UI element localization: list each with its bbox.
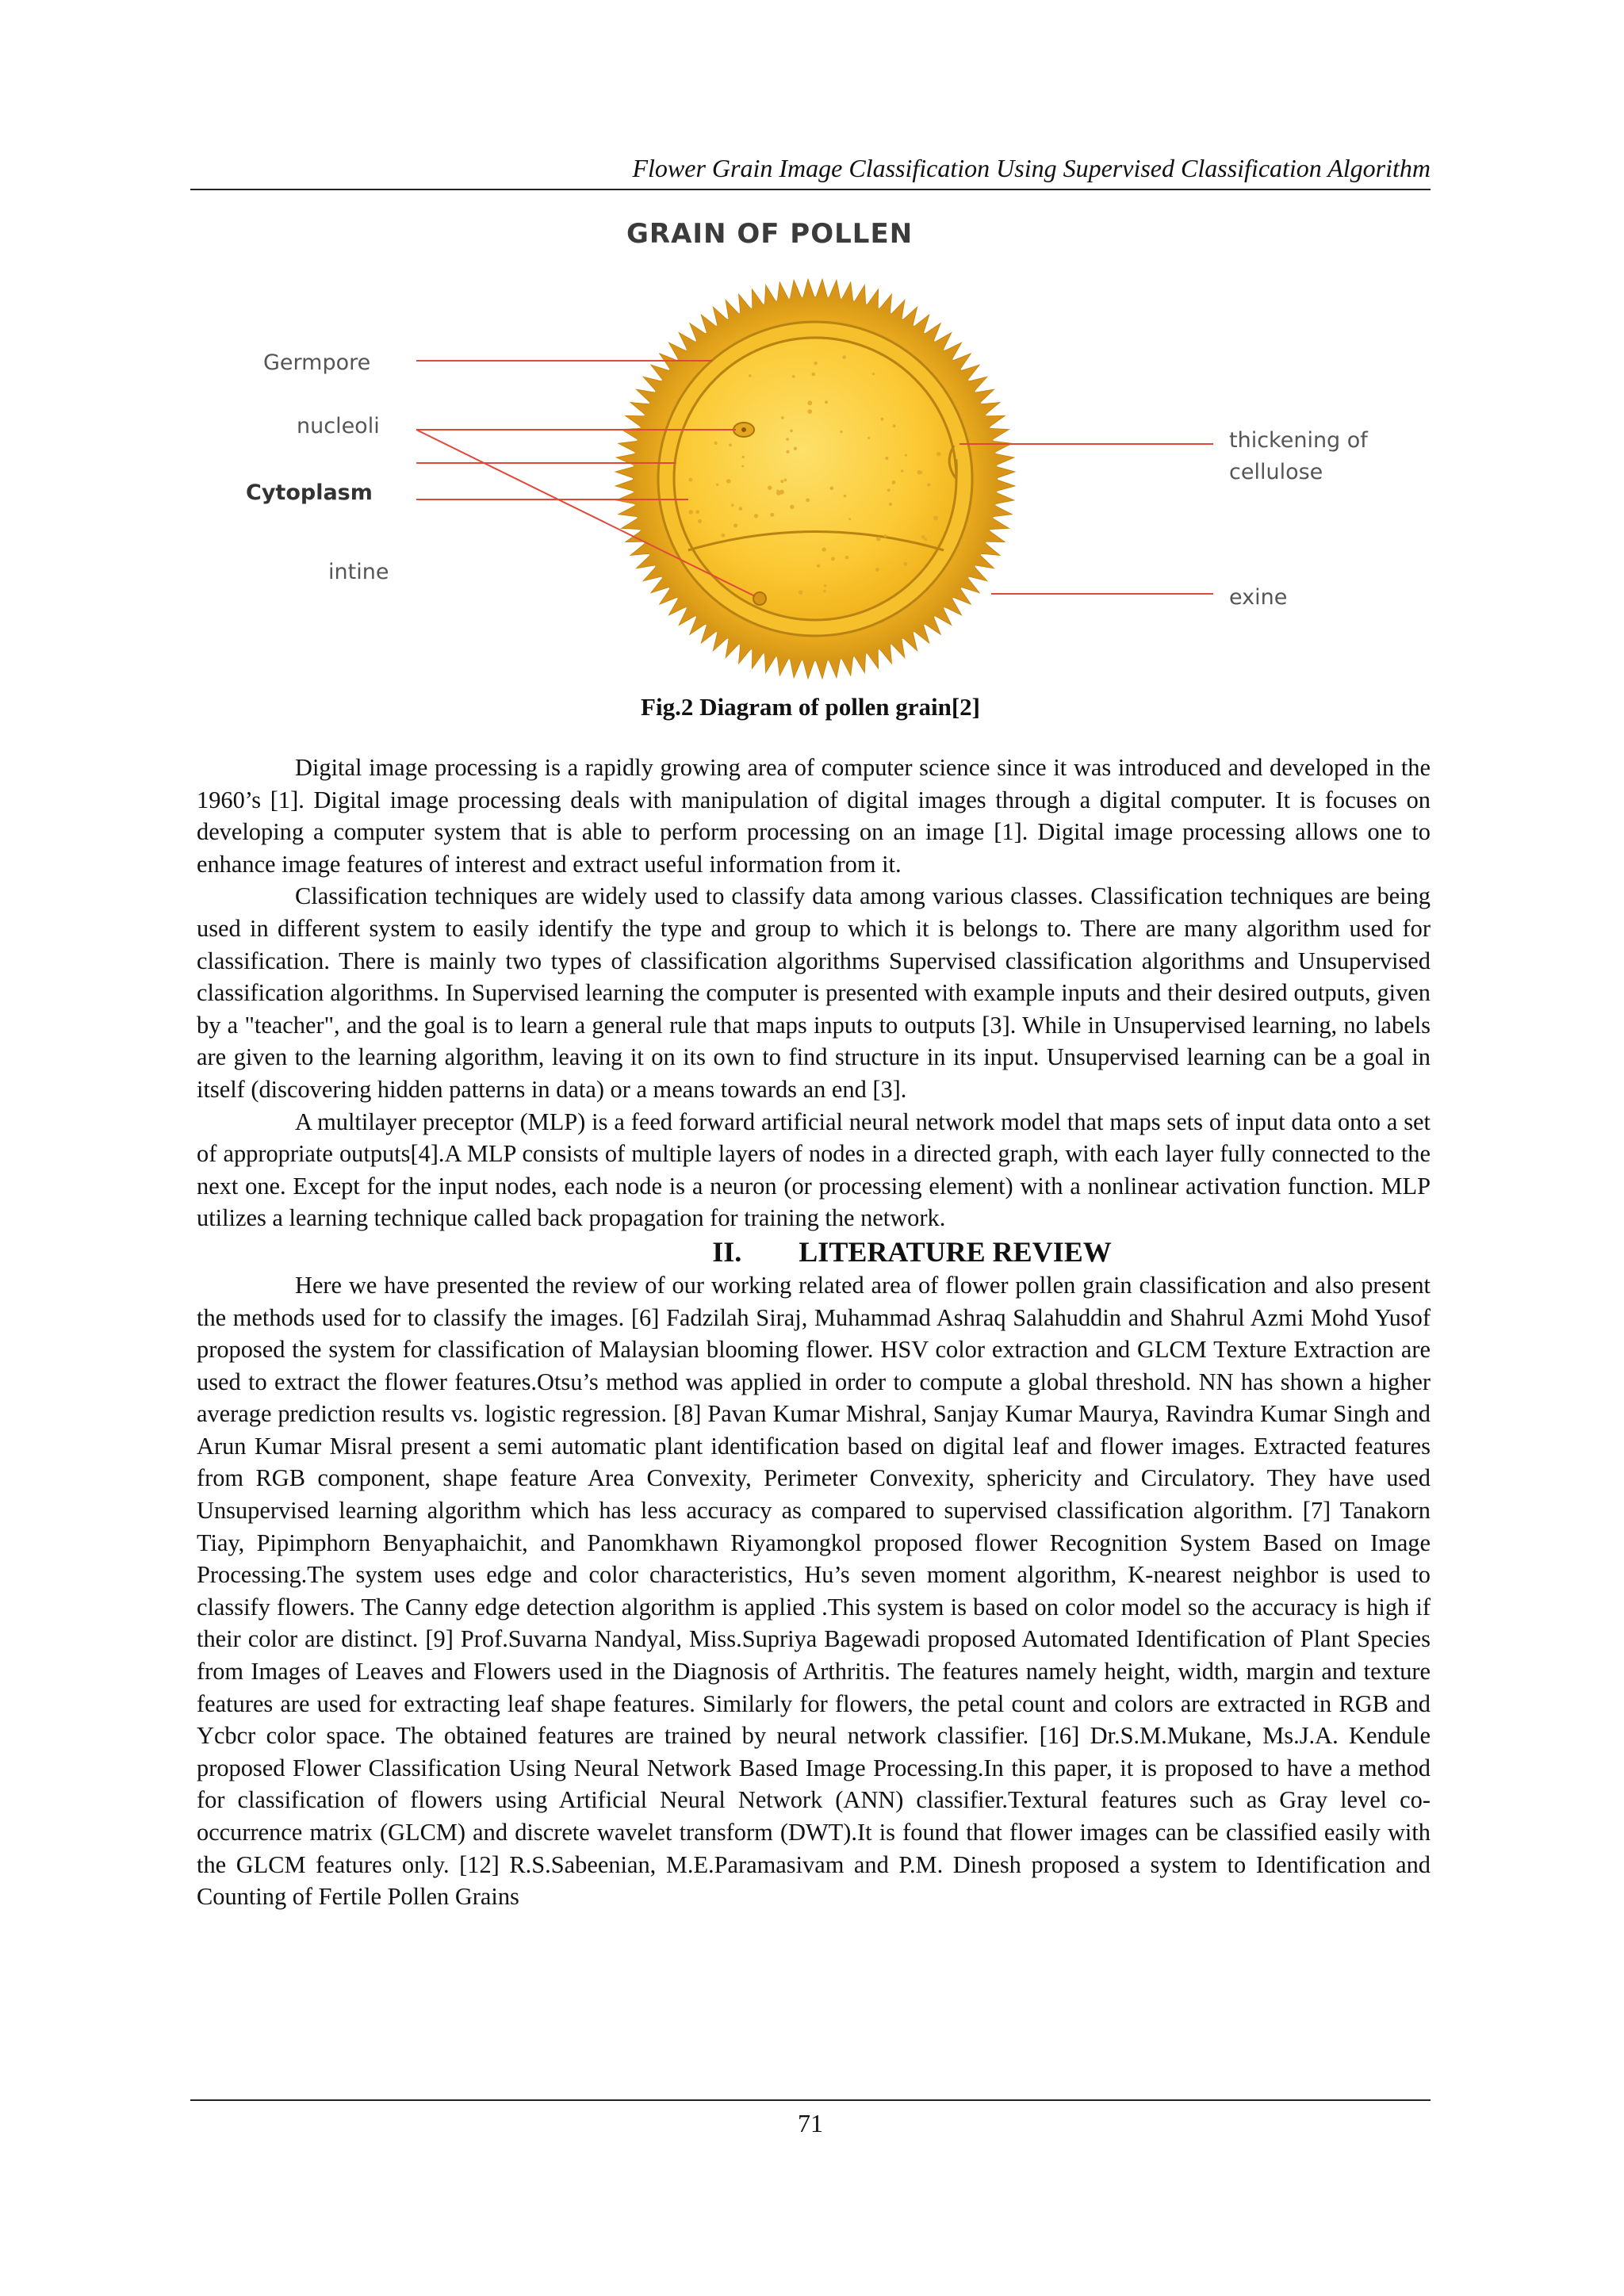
granule — [905, 454, 907, 457]
granule — [786, 450, 789, 453]
granule — [792, 375, 795, 378]
granule — [868, 437, 870, 439]
label-germpore: Germpore — [263, 350, 371, 375]
granule — [726, 479, 731, 484]
figure-caption: Fig.2 Diagram of pollen grain[2] — [641, 693, 980, 721]
granule — [794, 447, 797, 450]
granule — [768, 486, 772, 490]
granule — [845, 556, 849, 560]
granule — [817, 564, 821, 568]
label-thickening-line1: thickening of — [1229, 428, 1368, 453]
granule — [920, 471, 922, 473]
granule — [927, 483, 930, 486]
granule — [889, 503, 892, 506]
running-header: Flower Grain Image Classification Using Supervised Classification Algorithm — [632, 154, 1431, 182]
granule — [883, 534, 887, 538]
granule — [741, 465, 744, 468]
granule — [698, 519, 702, 523]
granule — [807, 409, 812, 414]
granule — [924, 538, 927, 541]
section-number: II. — [712, 1235, 742, 1268]
granule — [770, 513, 774, 517]
granule — [779, 490, 784, 495]
granule — [848, 518, 851, 520]
pollen-grain-figure — [190, 208, 1431, 691]
granule — [840, 430, 842, 433]
label-nucleoli: nucleoli — [297, 414, 380, 438]
figure-title: GRAIN OF POLLEN — [626, 218, 914, 250]
granule — [936, 452, 941, 457]
granule — [825, 400, 828, 404]
nucleolus-lower — [753, 592, 766, 605]
granule — [733, 523, 737, 527]
granule — [824, 584, 826, 587]
granule — [722, 534, 726, 538]
granule — [887, 488, 891, 492]
granule — [688, 510, 693, 515]
granule — [892, 480, 896, 484]
granule — [812, 373, 816, 377]
granule — [784, 479, 787, 482]
page-number: 71 — [798, 2109, 823, 2137]
granule — [688, 478, 692, 482]
granule — [729, 444, 732, 447]
granule — [790, 430, 793, 433]
paragraph-mlp: A multilayer preceptor (MLP) is a feed forward artificial neural network model that maps sets of input data onto a set of appropriate outputs[4].A MLP consists of multiple layers of nodes in a directed graph, with each layer fully connected to the next one. Except for the input nodes, each node is a neuron (or processing element) with a nonlinear activation function. MLP utilizes a learning technique called back propagation for training the network. — [197, 1108, 1431, 1232]
section-heading — [197, 1234, 1431, 1269]
granule — [822, 547, 825, 551]
granule — [742, 456, 745, 458]
granule — [881, 418, 884, 421]
nucleolus-upper-core — [741, 427, 746, 432]
granule — [885, 457, 888, 460]
granule — [695, 510, 699, 514]
granule — [790, 505, 795, 510]
label-intine: intine — [328, 560, 389, 584]
granule — [830, 487, 834, 491]
paragraph-classification: Classification techniques are widely used to classify data among various classes. Classification techniques are being used in different system to easily identify the type and group to which it is belongs to. There are many algorithm used for classification. There is mainly two types of classification algorithms Supervised classification algorithms and Unsupervised classification algorithms. In Supervised learning the computer is presented with example inputs and their desired outputs, given by a "teacher", and the goal is to learn a general rule that maps inputs to outputs [3]. While in Unsupervised learning, no labels are given to the learning algorithm, leaving it on its own to find structure in its input. Unsupervised learning can be a goal in itself (discovering hidden patterns in data) or a means towards an end [3]. — [197, 882, 1431, 1103]
body-text — [197, 752, 1431, 1913]
label-exine: exine — [1229, 585, 1288, 610]
granule — [716, 484, 718, 486]
granule — [901, 469, 904, 473]
label-thickening-line2: cellulose — [1229, 460, 1323, 484]
paragraph-intro: Digital image processing is a rapidly growing area of computer science since it was introduced and developed in the 1960’s [1]. Digital image processing deals with manipulation of digital images through a digital computer. It is focuses on developing a computer system that is able to perform processing on an image [1]. Digital image processing allows one to enhance image features of interest and extract useful information from it. — [197, 754, 1431, 878]
granule — [842, 355, 846, 359]
pollen-grain-diagram — [190, 208, 1431, 691]
granule — [807, 400, 812, 405]
granule — [749, 374, 752, 377]
paragraph-literature-review: Here we have presented the review of our working related area of flower pollen grain classification and also present the methods used for to classify the images. [6] Fadzilah Siraj, Muhammad Ashraq Salahuddin and Shahrul Azmi Mohd Yusof proposed the system for classification of Malaysian blooming flower. HSV color extraction and GLCM Texture Extraction are used to extract the flower features.Otsu’s method was applied in order to compute a global threshold. NN has shown a higher average prediction results vs. logistic regression. [8] Pavan Kumar Mishral, Sanjay Kumar Maurya, Ravindra Kumar Singh and Arun Kumar Misral present a semi automatic plant identification based on digital leaf and flower images. Extracted features from RGB component, shape feature Area Convexity, Perimeter Convexity, sphericity and Circulatory. They have used Unsupervised learning algorithm which has less accuracy as compared to supervised classification algorithm. [7] Tanakorn Tiay, Pipimphorn Benyaphaichit, and Panomkhawn Riyamongkol proposed flower Recognition System Based on Image Processing.The system uses edge and color characteristics, Hu’s seven moment algorithm, K-nearest neighbor is used to classify flowers. The Canny edge detection algorithm is applied .This system is based on color model so the accuracy is high if their color are distinct. [9] Prof.Suvarna Nandyal, Miss.Supriya Bagewadi proposed Automated Identification of Plant Species from Images of Leaves and Flowers used in the Diagnosis of Arthritis. The features namely height, width, margin and texture features are used for extracting leaf shape features. Similarly for flowers, the petal count and colors are extracted in RGB and Ycbcr color space. The obtained features are trained by neural network classifier. [16] Dr.S.M.Mukane, Ms.J.A. Kendule proposed Flower Classification Using Neural Network Based Image Processing.In this paper, it is proposed to have a method for classification of flowers using Artificial Neural Network (ANN) classifier.Textural features such as Gray level co-occurrence matrix (GLCM) and discrete wavelet transform (DWT).It is found that flower images can be classified easily with the GLCM features only. [12] R.S.Sabeenian, M.E.Paramasivam and P.M. Dinesh proposed a system to Identification and Counting of Fertile Pollen Grains — [197, 1271, 1431, 1911]
granule — [831, 557, 835, 561]
header-rule — [190, 189, 1431, 190]
granule — [799, 591, 803, 595]
granule — [876, 537, 881, 541]
granule — [814, 362, 818, 365]
granule — [844, 495, 847, 498]
granule — [714, 442, 718, 445]
granule — [781, 416, 784, 419]
granule — [786, 438, 789, 441]
granule — [754, 514, 758, 518]
footer-rule — [190, 2099, 1431, 2101]
label-cytoplasm: Cytoplasm — [246, 480, 373, 505]
granule — [806, 498, 810, 502]
granule — [872, 373, 875, 375]
granule — [739, 507, 743, 511]
section-title: LITERATURE REVIEW — [799, 1235, 1112, 1268]
granule — [731, 503, 734, 507]
granule — [933, 516, 938, 521]
granule — [875, 568, 879, 572]
granule — [893, 424, 896, 427]
granule — [903, 562, 907, 566]
granule — [780, 480, 783, 483]
granule — [823, 590, 825, 592]
